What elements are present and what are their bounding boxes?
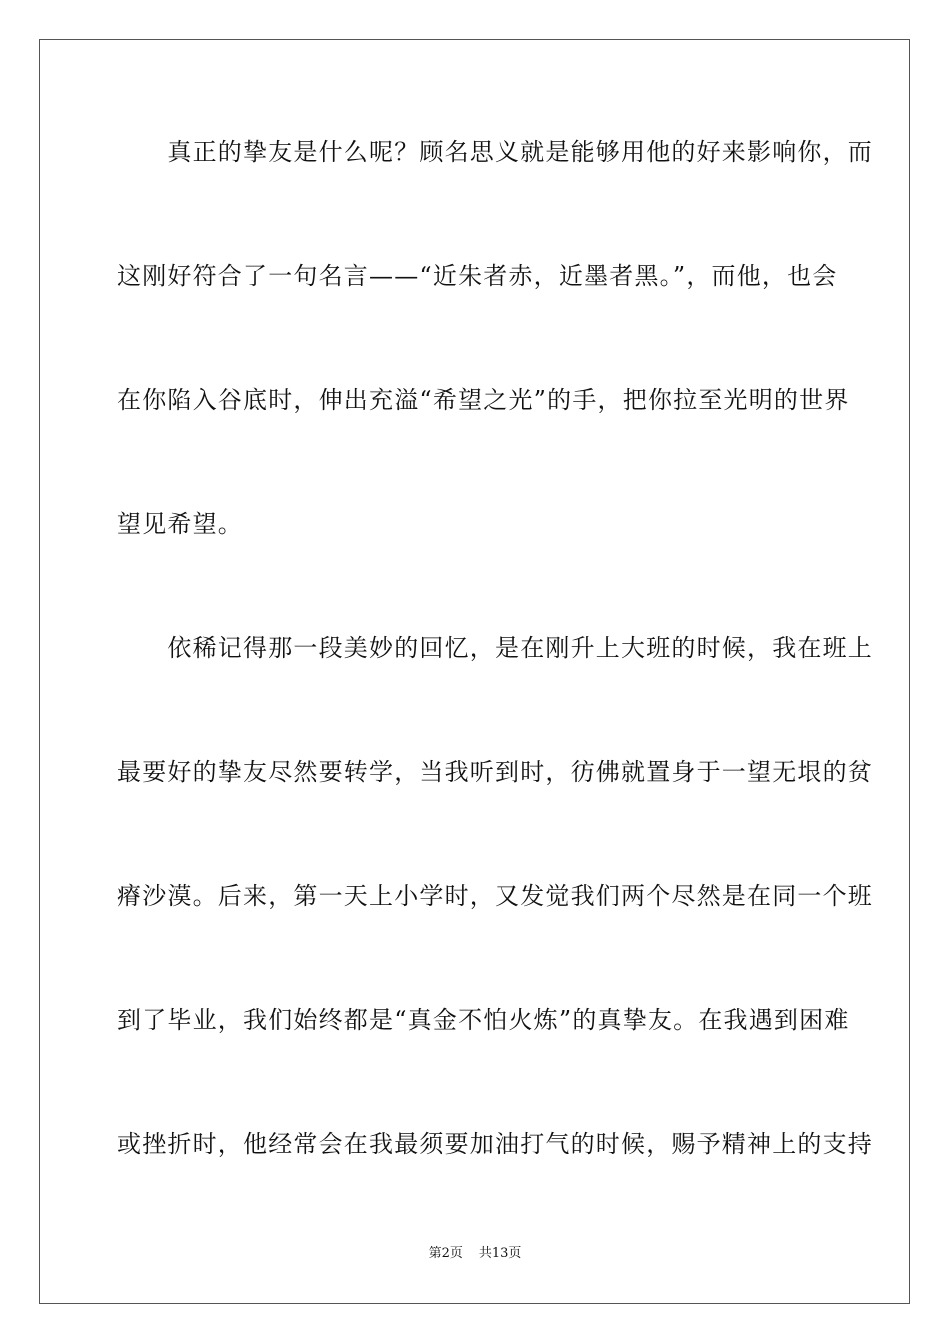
page-border <box>39 39 910 1304</box>
text-line: 依稀记得那一段美妙的回忆，是在刚升上大班的时候，我在班上 <box>117 634 873 662</box>
page-number: 第2页 <box>428 1246 463 1261</box>
text-line: 到了毕业，我们始终都是“真金不怕火炼”的真挚友。在我遇到困难 <box>117 1006 850 1034</box>
text-line: 在你陷入谷底时，伸出充溢“希望之光”的手，把你拉至光明的世界 <box>117 386 850 414</box>
text-line: 最要好的挚友尽然要转学，当我听到时，彷佛就置身于一望无垠的贫 <box>117 758 873 786</box>
text-line: 或挫折时，他经常会在我最须要加油打气的时候，赐予精神上的支持 <box>117 1130 873 1158</box>
text-line: 望见希望。 <box>117 510 243 538</box>
text-line: 瘠沙漠。后来，第一天上小学时，又发觉我们两个尽然是在同一个班 <box>117 882 873 910</box>
text-line: 这刚好符合了一句名言——“近朱者赤，近墨者黑。”，而他，也会 <box>117 262 838 290</box>
total-pages: 共13页 <box>478 1246 522 1261</box>
page-footer <box>0 1246 950 1262</box>
text-line: 真正的挚友是什么呢？顾名思义就是能够用他的好来影响你，而 <box>117 138 873 166</box>
